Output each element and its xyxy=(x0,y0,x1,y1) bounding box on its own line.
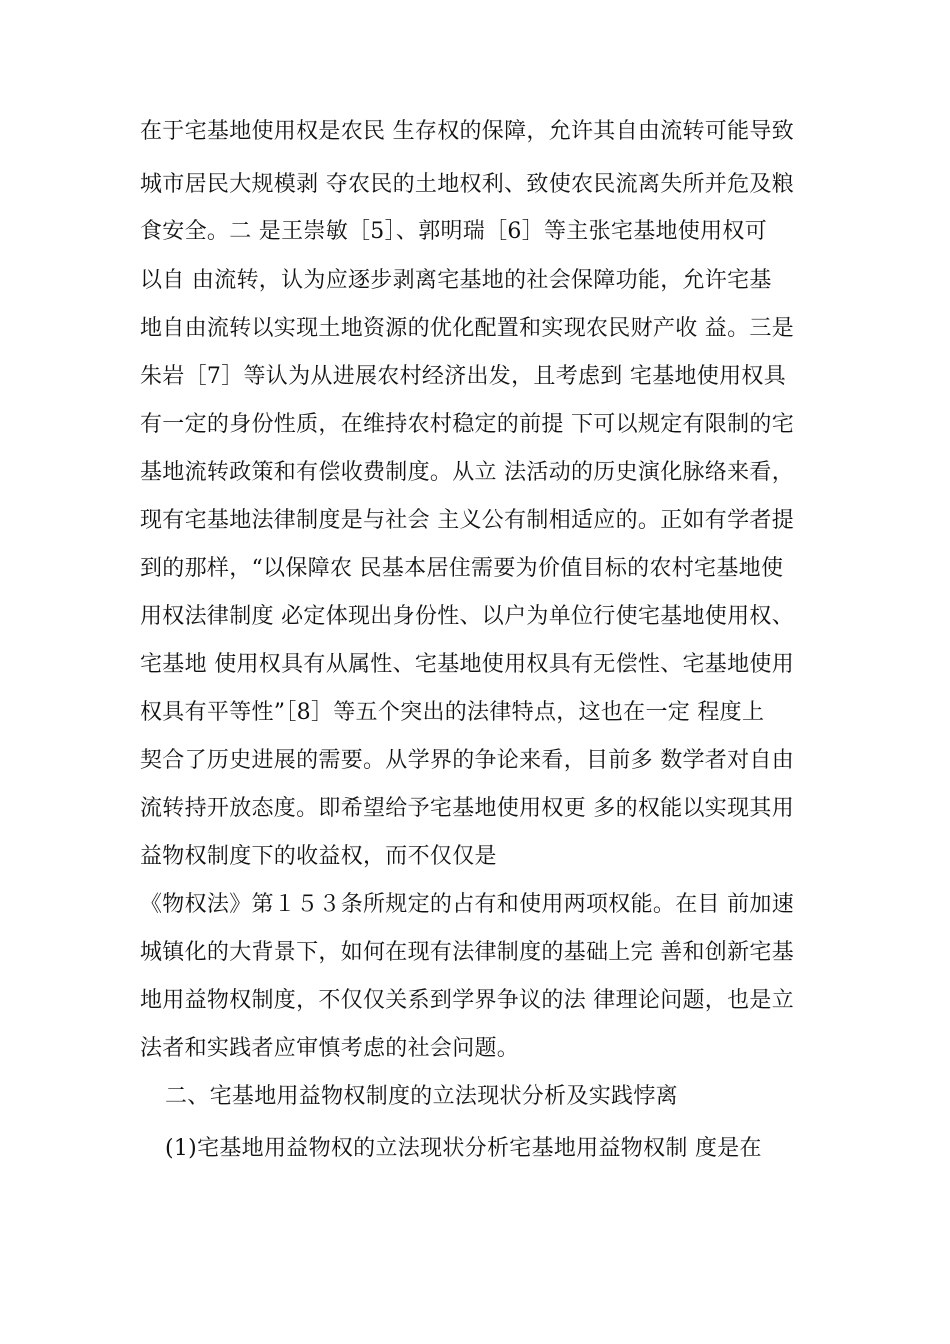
text-line: 契合了历史进展的需要。从学界的争论来看，目前多 数学者对自由 xyxy=(140,748,794,773)
text-line: 食安全。二 是王崇敏［5］、郭明瑞［6］等主张宅基地使用权可 xyxy=(140,219,767,244)
text-line: 城市居民大规模剥 夺农民的土地权利、致使农民流离失所并危及粮 xyxy=(140,172,794,197)
text-line: 流转持开放态度。即希望给予宅基地使用权更 多的权能以实现其用 xyxy=(140,796,794,821)
text-line: 现有宅基地法律制度是与社会 主义公有制相适应的。正如有学者提 xyxy=(140,508,794,533)
text-line: 益物权制度下的收益权，而不仅仅是 xyxy=(140,844,497,869)
text-line: 在于宅基地使用权是农民 生存权的保障，允许其自由流转可能导致 xyxy=(140,119,794,144)
text-line: 《物权法》第１５３条所规定的占有和使用两项权能。在目 前加速 xyxy=(140,892,794,917)
text-line: 基地流转政策和有偿收费制度。从立 法活动的历史演化脉络来看， xyxy=(140,460,794,485)
text-line: 权具有平等性”［8］等五个突出的法律特点，这也在一定 程度上 xyxy=(140,700,765,725)
text-line: 有一定的身份性质，在维持农村稳定的前提 下可以规定有限制的宅 xyxy=(140,412,794,437)
text-line: 地自由流转以实现土地资源的优化配置和实现农民财产收 益。三是 xyxy=(140,316,794,341)
text-line: 以自 由流转，认为应逐步剥离宅基地的社会保障功能，允许宅基 xyxy=(140,268,772,293)
text-line: 城镇化的大背景下，如何在现有法律制度的基础上完 善和创新宅基 xyxy=(140,940,794,965)
text-line: 朱岩［7］等认为从进展农村经济出发，且考虑到 宅基地使用权具 xyxy=(140,364,786,389)
text-line: 到的那样，“以保障农 民基本居住需要为价值目标的农村宅基地使 xyxy=(140,556,784,581)
text-line: 地用益物权制度，不仅仅关系到学界争议的法 律理论问题，也是立 xyxy=(140,988,794,1013)
section-heading: 二、宅基地用益物权制度的立法现状分析及实践悖离 xyxy=(165,1084,678,1109)
text-line: 宅基地 使用权具有从属性、宅基地使用权具有无偿性、宅基地使用 xyxy=(140,652,794,677)
text-line: 用权法律制度 必定体现出身份性、以户为单位行使宅基地使用权、 xyxy=(140,604,794,629)
text-line: 法者和实践者应审慎考虑的社会问题。 xyxy=(140,1036,520,1061)
subsection-heading: (1)宅基地用益物权的立法现状分析宅基地用益物权制 度是在 xyxy=(165,1136,762,1161)
